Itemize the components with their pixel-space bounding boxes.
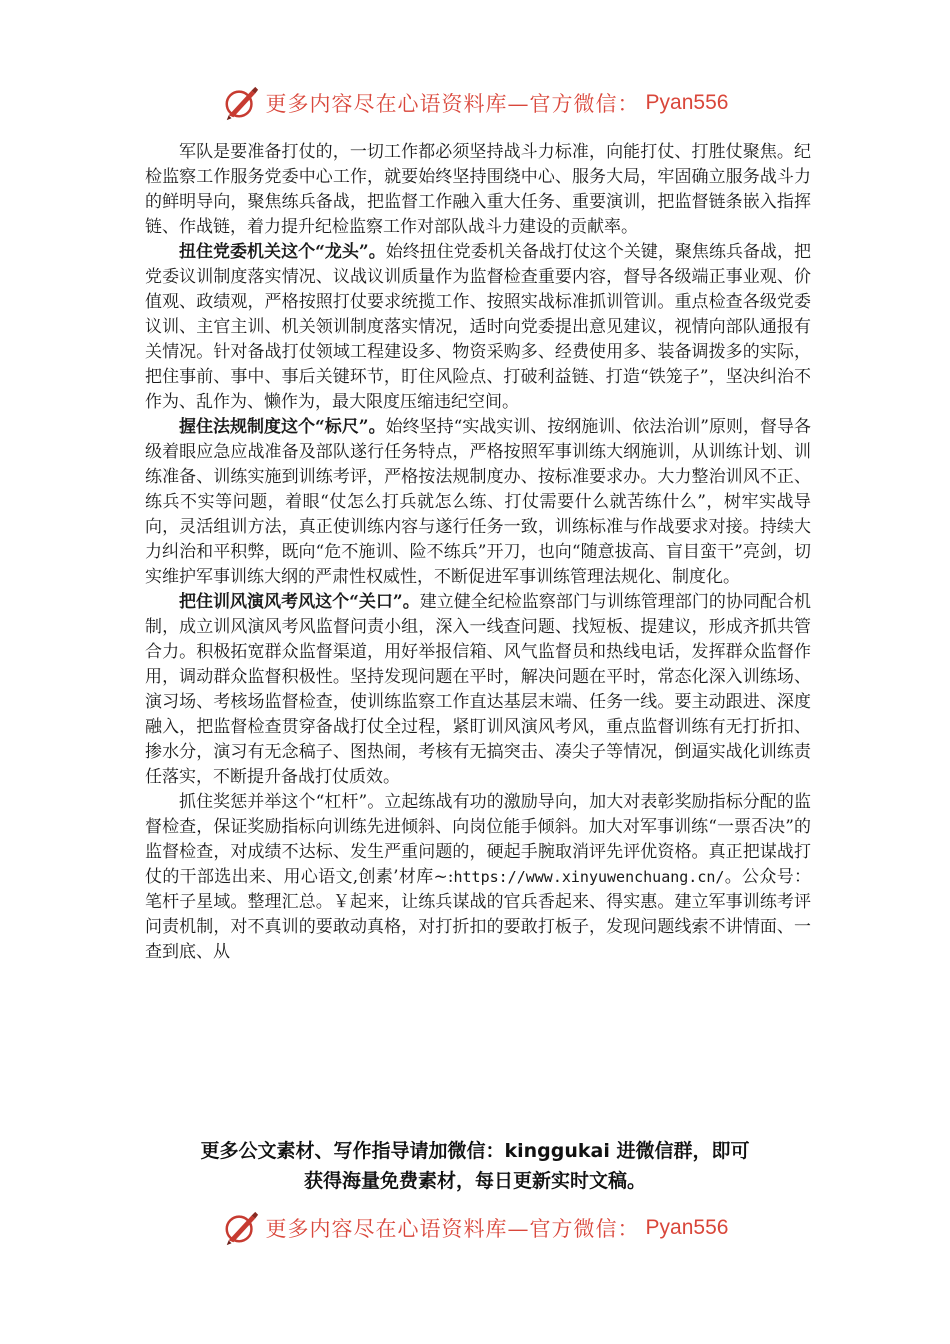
paragraph-4 xyxy=(145,590,811,790)
paragraph-4-text: 建立健全纪检监察部门与训练管理部门的协同配合机制，成立训风演风考风监督问责小组，深入一线查问题、找短板、提建议，形成齐抓共管合力。积极拓宽群众监督渠道，用好举报信箱、风气监督员和热线电话，发挥群众监督作用，调动群众监督积极性。坚持发现问题在平时，解决问题在平时，常态化深入训练场、演习场、考核场监督检查，使训练监察工作直达基层末端、任务一线。要主动跟进、深度融入，把监督检查贯穿备战打仗全过程，紧盯训风演风考风，重点监督训练有无打折扣、掺水分，演习有无念稿子、图热闹，考核有无搞突击、凑尖子等情况，倒逼实战化训练责任落实，不断提升备战打仗质效。 xyxy=(145,592,811,787)
pen-logo-icon xyxy=(222,84,260,122)
footer-note-line-2: 获得海量免费素材，每日更新实时文稿。 xyxy=(303,1170,646,1192)
banner-wechat-id: Pyan556 xyxy=(645,1216,729,1239)
footer-banner xyxy=(0,1208,950,1248)
paragraph-2-heading: 扭住党委机关这个“龙头”。 xyxy=(179,242,386,262)
paragraph-1 xyxy=(145,140,811,240)
pen-logo-icon xyxy=(222,1209,260,1247)
paragraph-5 xyxy=(145,790,811,965)
paragraph-3-heading: 握住法规制度这个“标尺”。 xyxy=(179,417,386,437)
header-banner xyxy=(0,83,950,123)
paragraph-5-text-a: 抓住奖惩并举这个“杠杆”。立起练战有功的激励导向，加大对表彰奖励指标分配的监督检查，保证奖励指标向训练先进倾斜、向岗位能手倾斜。加大对军事训练“一票否决”的监督检查，对成绩不达标、发生严重问题的，硬起手腕取消评先评优资格。真正把谋战打仗的干部选出来、用心语文,创素’材库~: xyxy=(145,792,811,887)
website-url: https://www.xinyuwenchuang.cn/ xyxy=(453,868,725,886)
paragraph-4-heading: 把住训风演风考风这个“关口”。 xyxy=(179,592,420,612)
paragraph-3-text: 始终坚持“实战实训、按纲施训、依法治训”原则，督导各级着眼应急应战准备及部队遂行任务特点，严格按照军事训练大纲施训，从训练计划、训练准备、训练实施到训练考评，严格按法规制度办、按标准要求办。大力整治训风不正、练兵不实等问题，着眼“仗怎么打兵就怎么练、打仗需要什么就苦练什么”，树牢实战导向，灵活组训方法，真正使训练内容与遂行任务一致，训练标准与作战要求对接。持续大力纠治和平积弊，既向“危不施训、险不练兵”开刀，也向“随意拔高、盲目蛮干”亮剑，切实维护军事训练大纲的严肃性权威性，不断促进军事训练管理法规化、制度化。 xyxy=(145,417,811,587)
article-body xyxy=(145,140,811,965)
footer-note-line-1: 更多公文素材、写作指导请加微信：kinggukai 进微信群，即可 xyxy=(200,1140,750,1162)
banner-text: 更多内容尽在心语资料库—官方微信： xyxy=(265,1217,640,1241)
footer-promo-note xyxy=(100,1136,850,1196)
banner-wechat-id: Pyan556 xyxy=(645,91,729,114)
paragraph-2 xyxy=(145,240,811,415)
paragraph-1-text: 军队是要准备打仗的，一切工作都必须坚持战斗力标准，向能打仗、打胜仗聚焦。纪检监察工作服务党委中心工作，就要始终坚持围绕中心、服务大局，牢固确立服务战斗力的鲜明导向，聚焦练兵备战，把监督工作融入重大任务、重要演训，把监督链条嵌入指挥链、作战链，着力提升纪检监察工作对部队战斗力建设的贡献率。 xyxy=(145,142,811,237)
paragraph-2-text: 始终扭住党委机关备战打仗这个关键，聚焦练兵备战，把党委议训制度落实情况、议战议训质量作为监督检查重要内容，督导各级端正事业观、价值观、政绩观，严格按照打仗要求统揽工作、按照实战标准抓训管训。重点检查各级党委议训、主官主训、机关领训制度落实情况，适时向党委提出意见建议，视情向部队通报有关情况。针对备战打仗领域工程建设多、物资采购多、经费使用多、装备调拨多的实际，把住事前、事中、事后关键环节，盯住风险点、打破利益链、打造“铁笼子”，坚决纠治不作为、乱作为、懒作为，最大限度压缩违纪空间。 xyxy=(145,242,812,412)
paragraph-3 xyxy=(145,415,811,590)
paragraph-5-text-b: 。公众号：笔杆子星域。整理汇总。￥起来，让练兵谋战的官兵香起来、得实惠。建立军事训练考评问责机制，对不真训的要敢动真格，对打折扣的要敢打板子，发现问题线索不讲情面、一查到底、从 xyxy=(145,867,812,962)
banner-text: 更多内容尽在心语资料库—官方微信： xyxy=(265,92,640,116)
